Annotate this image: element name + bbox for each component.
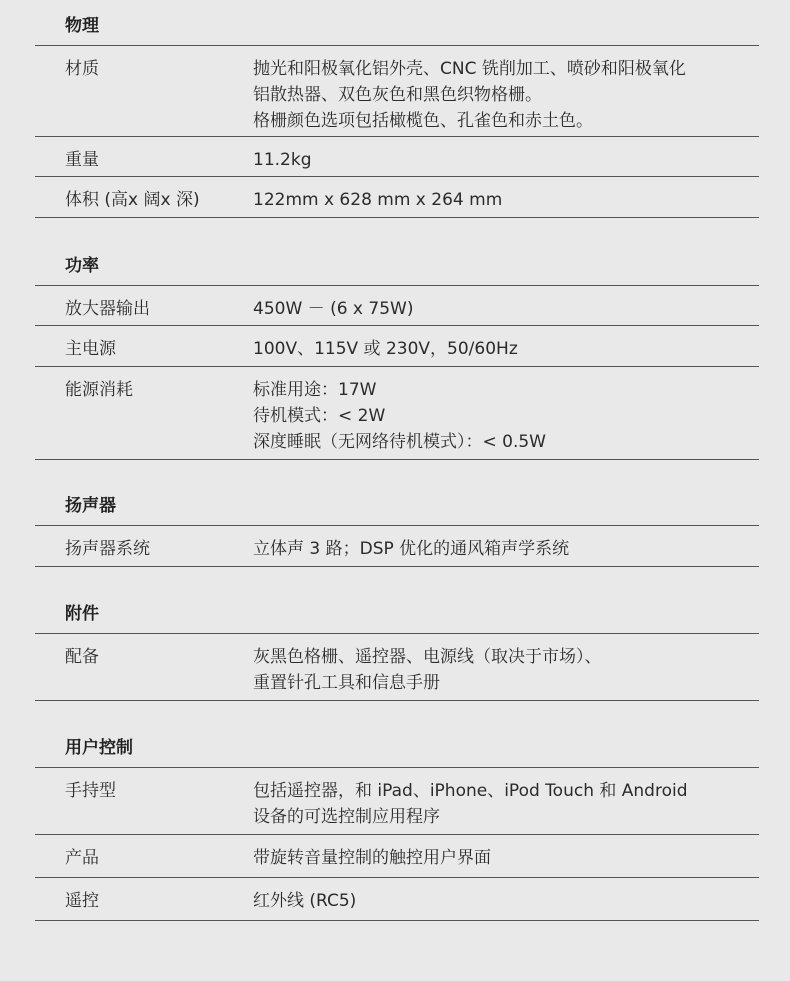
spec-label: 手持型 (65, 781, 116, 801)
spec-value (253, 336, 759, 359)
spec-row-speaker-system (35, 526, 759, 567)
spec-row-weight (35, 137, 759, 177)
spec-value (253, 56, 759, 129)
spec-value-line: 包括遥控器，和 iPad、iPhone、iPod Touch 和 Android (253, 781, 688, 801)
section-title: 用户控制 (35, 724, 759, 768)
spec-row-amplifier (35, 286, 759, 326)
spec-row-mains (35, 326, 759, 367)
spec-value-line: 抛光和阳极氧化铝外壳、CNC 铣削加工、喷砂和阳极氧化 (253, 59, 686, 79)
section-speaker (35, 482, 759, 567)
spec-label: 重量 (65, 150, 99, 170)
spec-value-line: 100V、115V 或 230V，50/60Hz (253, 339, 518, 359)
spec-value (253, 778, 759, 827)
spec-label: 材质 (65, 59, 99, 79)
section-accessories (35, 590, 759, 701)
spec-row-product (35, 835, 759, 878)
spec-value-line: 450W － (6 x 75W) (253, 299, 414, 319)
section-power (35, 242, 759, 460)
spec-value (253, 536, 759, 559)
spec-row-remote (35, 878, 759, 921)
spec-value (253, 845, 759, 870)
spec-row-handheld (35, 768, 759, 835)
spec-value-line: 立体声 3 路；DSP 优化的通风箱声学系统 (253, 539, 570, 559)
spec-value-line: 11.2kg (253, 150, 312, 170)
spec-value-line: 灰黑色格栅、遥控器、电源线（取决于市场）、 (253, 647, 602, 667)
spec-label: 产品 (65, 848, 99, 868)
section-physical (35, 2, 759, 218)
spec-label: 体积 (高x 阔x 深) (65, 190, 200, 210)
spec-value-line: 带旋转音量控制的触控用户界面 (253, 848, 491, 868)
spec-value-line: 深度睡眠（无网络待机模式）：< 0.5W (253, 432, 546, 452)
spec-label: 扬声器系统 (65, 539, 150, 559)
spec-value (253, 147, 759, 169)
spec-value (253, 187, 759, 210)
spec-value (253, 644, 759, 693)
spec-value (253, 377, 759, 452)
spec-value (253, 888, 759, 913)
spec-value-line: 格栅颜色选项包括橄榄色、孔雀色和赤土色。 (253, 111, 593, 131)
spec-value-line: 待机模式：< 2W (253, 406, 386, 426)
section-title: 附件 (35, 590, 759, 634)
spec-row-material (35, 46, 759, 137)
spec-value-line: 标准用途：17W (253, 380, 377, 400)
spec-value (253, 296, 759, 318)
spec-value-line: 设备的可选控制应用程序 (253, 807, 440, 827)
spec-label: 遥控 (65, 891, 99, 911)
section-title: 功率 (35, 242, 759, 286)
spec-label: 配备 (65, 647, 99, 667)
spec-label: 放大器输出 (65, 299, 150, 319)
spec-row-dimensions (35, 177, 759, 218)
section-user-control (35, 724, 759, 921)
section-title: 扬声器 (35, 482, 759, 526)
spec-row-included (35, 634, 759, 701)
spec-value-line: 铝散热器、双色灰色和黑色织物格栅。 (253, 85, 542, 105)
spec-value-line: 红外线 (RC5) (253, 891, 357, 911)
spec-value-line: 重置针孔工具和信息手册 (253, 673, 440, 693)
spec-label: 主电源 (65, 339, 116, 359)
section-title: 物理 (35, 2, 759, 46)
spec-row-consumption (35, 367, 759, 460)
spec-label: 能源消耗 (65, 380, 133, 400)
spec-value-line: 122mm x 628 mm x 264 mm (253, 190, 503, 210)
